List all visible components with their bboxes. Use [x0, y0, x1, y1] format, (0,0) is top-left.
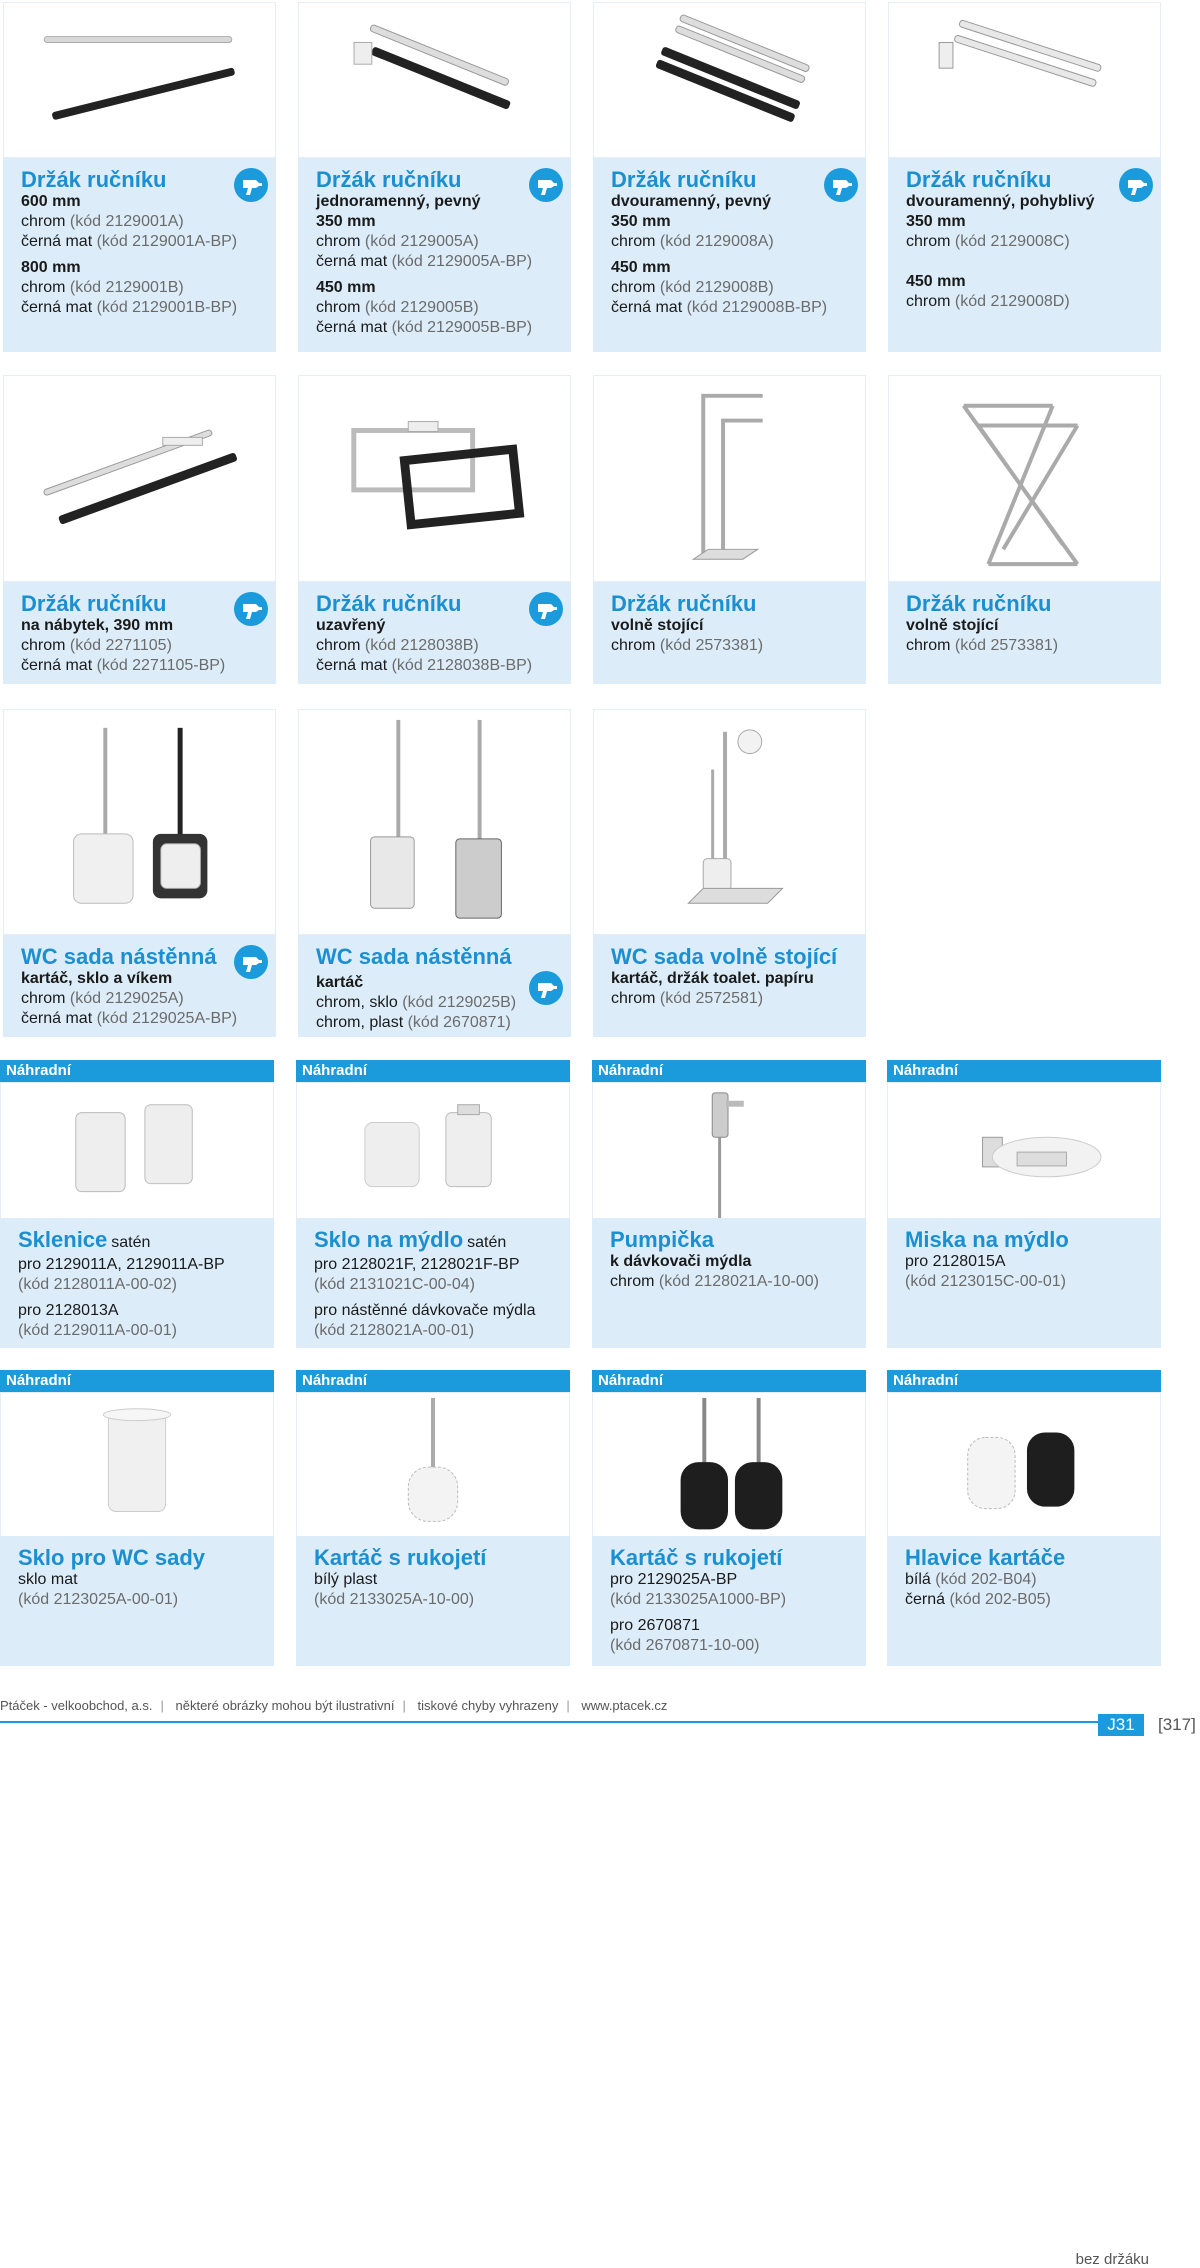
product-image-wc-set-standing — [593, 709, 866, 935]
drill-icon — [234, 592, 268, 626]
product-card — [298, 709, 571, 1037]
product-info: Držák ručníku dvouramenný, pevný 350 mm chrom (kód 2129008A) 450 mm chrom (kód 2129008B) černá mat (kód 2129008B-BP) — [593, 158, 866, 352]
product-card — [888, 375, 1161, 684]
spare-part-banner: Náhradní — [296, 1060, 570, 1082]
product-info: Držák ručníku jednoramenný, pevný 350 mm chrom (kód 2129005A) černá mat (kód 2129005A-BP) 450 mm chrom (kód 2129005B) černá mat (kód 2129005B-BP) — [298, 158, 571, 352]
product-info: Kartáč s rukojetí pro 2129025A-BP (kód 2133025A1000-BP) pro 2670871 (kód 2670871-10-00) — [592, 1536, 866, 1666]
product-info: Kartáč s rukojetí bílý plast (kód 2133025A-10-00) — [296, 1536, 570, 1666]
product-image-pump — [592, 1082, 866, 1238]
spare-part-card — [887, 1370, 1161, 1666]
spare-part-banner: Náhradní — [0, 1370, 274, 1392]
product-card — [3, 375, 276, 684]
product-info: Sklo pro WC sady sklo mat (kód 2123025A-00-01) — [0, 1536, 274, 1666]
footer-divider — [0, 1721, 1105, 1723]
product-title: WC sada nástěnná — [21, 944, 217, 969]
product-title: Kartáč s rukojetí — [610, 1545, 783, 1570]
spare-part-banner: Náhradní — [887, 1060, 1161, 1082]
product-image-standing-x-towel-holder — [888, 375, 1161, 582]
product-title: Držák ručníku — [316, 167, 462, 192]
drill-icon — [529, 971, 563, 1005]
product-title: Sklo pro WC sady — [18, 1545, 206, 1570]
product-image-closed-towel-ring — [298, 375, 571, 582]
spare-part-banner: Náhradní — [592, 1060, 866, 1082]
product-title: Držák ručníku — [316, 591, 462, 616]
product-image-glasses — [0, 1082, 274, 1238]
product-card — [298, 2, 571, 352]
product-info: Držák ručníku dvouramenný, pohyblivý 350 mm chrom (kód 2129008C) 450 mm chrom (kód 2129008D) — [888, 158, 1161, 352]
product-image-black-brushes — [592, 1392, 866, 1556]
product-image-wc-glass — [0, 1392, 274, 1556]
product-title: Pumpička — [610, 1227, 714, 1252]
product-image-soap-glass — [296, 1082, 570, 1238]
product-info: Sklo na mýdlo satén pro 2128021F, 2128021F-BP (kód 2131021C-00-04) pro nástěnné dávkovače mýdla (kód 2128021A-00-01) — [296, 1218, 570, 1348]
drill-icon — [529, 168, 563, 202]
spare-part-card — [0, 1060, 274, 1348]
drill-icon — [824, 168, 858, 202]
product-image-white-brush — [296, 1392, 570, 1556]
product-card — [3, 709, 276, 1037]
product-image-double-towel-arm — [593, 2, 866, 158]
product-info: Miska na mýdlo pro 2128015A (kód 2123015C-00-01) — [887, 1218, 1161, 1348]
product-image-wc-set-wall-brush — [298, 709, 571, 935]
product-card — [888, 2, 1161, 352]
drill-icon — [1119, 168, 1153, 202]
product-info: Hlavice kartáče bílá (kód 202-B04) černá (kód 202-B05) — [887, 1536, 1161, 1666]
spare-part-card — [296, 1060, 570, 1348]
product-info: Držák ručníku uzavřený chrom (kód 2128038B) černá mat (kód 2128038B-BP) — [298, 582, 571, 684]
product-info: Pumpička k dávkovači mýdla chrom (kód 2128021A-10-00) — [592, 1218, 866, 1348]
product-info: Držák ručníku 600 mm chrom (kód 2129001A) černá mat (kód 2129001A-BP) 800 mm chrom (kód 2129001B) černá mat (kód 2129001B-BP) — [3, 158, 276, 352]
footer-company: Ptáček - velkoobchod, a.s. — [0, 1698, 153, 1713]
drill-icon — [234, 945, 268, 979]
product-info: Držák ručníku volně stojící chrom (kód 2573381) — [888, 582, 1161, 684]
product-info: WC sada nástěnná kartáč chrom, sklo (kód 2129025B) chrom, plast (kód 2670871) — [298, 935, 571, 1037]
product-title: Sklo na mýdlo satén — [314, 1227, 507, 1252]
product-image-wc-set-wall — [3, 709, 276, 935]
product-card — [3, 2, 276, 352]
product-image-brush-heads — [887, 1392, 1161, 1556]
drill-icon — [234, 168, 268, 202]
note-without-holder: bez držáku — [1075, 2251, 1149, 2268]
product-card — [593, 709, 866, 1037]
product-image-furniture-towel-bar — [3, 375, 276, 582]
product-title: Držák ručníku — [21, 591, 167, 616]
product-title: Miska na mýdlo — [905, 1227, 1069, 1252]
spare-part-card — [592, 1370, 866, 1666]
spare-part-card — [592, 1060, 866, 1348]
product-card — [298, 375, 571, 684]
product-image-swivel-towel-arm — [888, 2, 1161, 158]
spare-part-card — [0, 1370, 274, 1666]
product-title: Držák ručníku — [21, 167, 167, 192]
spare-part-banner: Náhradní — [296, 1370, 570, 1392]
product-title: Držák ručníku — [611, 167, 757, 192]
product-image-standing-towel-holder — [593, 375, 866, 582]
product-card — [593, 375, 866, 684]
product-info: WC sada volně stojící kartáč, držák toalet. papíru chrom (kód 2572581) — [593, 935, 866, 1037]
product-title: Sklenice satén — [18, 1227, 151, 1252]
product-image-towel-bar — [3, 2, 276, 158]
product-card — [593, 2, 866, 352]
product-title: Kartáč s rukojetí — [314, 1545, 487, 1570]
footer-disclaimer-images: některé obrázky mohou být ilustrativní — [175, 1698, 395, 1713]
section-badge: J31 — [1098, 1714, 1144, 1736]
product-image-soap-dish — [887, 1082, 1161, 1238]
page-number: [317] — [1158, 1715, 1196, 1734]
product-title: Hlavice kartáče — [905, 1545, 1066, 1570]
product-info: Držák ručníku na nábytek, 390 mm chrom (kód 2271105) černá mat (kód 2271105-BP) — [3, 582, 276, 684]
product-title: WC sada volně stojící — [611, 944, 838, 969]
page-footer: Ptáček - velkoobchod, a.s. | některé obrázky mohou být ilustrativní | tiskové chyby vyhrazeny | www.ptacek.cz — [0, 1698, 668, 1713]
product-title: WC sada nástěnná — [316, 944, 512, 969]
spare-part-banner: Náhradní — [592, 1370, 866, 1392]
product-image-towel-arm — [298, 2, 571, 158]
spare-part-card — [296, 1370, 570, 1666]
spare-part-banner: Náhradní — [887, 1370, 1161, 1392]
footer-website-link[interactable]: www.ptacek.cz — [581, 1698, 668, 1713]
product-info: Sklenice satén pro 2129011A, 2129011A-BP (kód 2128011A-00-02) pro 2128013A (kód 2129011A-00-01) — [0, 1218, 274, 1348]
product-info: Držák ručníku volně stojící chrom (kód 2573381) — [593, 582, 866, 684]
product-title: Držák ručníku — [906, 167, 1052, 192]
drill-icon — [529, 592, 563, 626]
product-info: WC sada nástěnná kartáč, sklo a víkem chrom (kód 2129025A) černá mat (kód 2129025A-BP) — [3, 935, 276, 1037]
product-title: Držák ručníku — [906, 591, 1052, 616]
footer-disclaimer-errors: tiskové chyby vyhrazeny — [417, 1698, 559, 1713]
spare-part-banner: Náhradní — [0, 1060, 274, 1082]
product-title: Držák ručníku — [611, 591, 757, 616]
